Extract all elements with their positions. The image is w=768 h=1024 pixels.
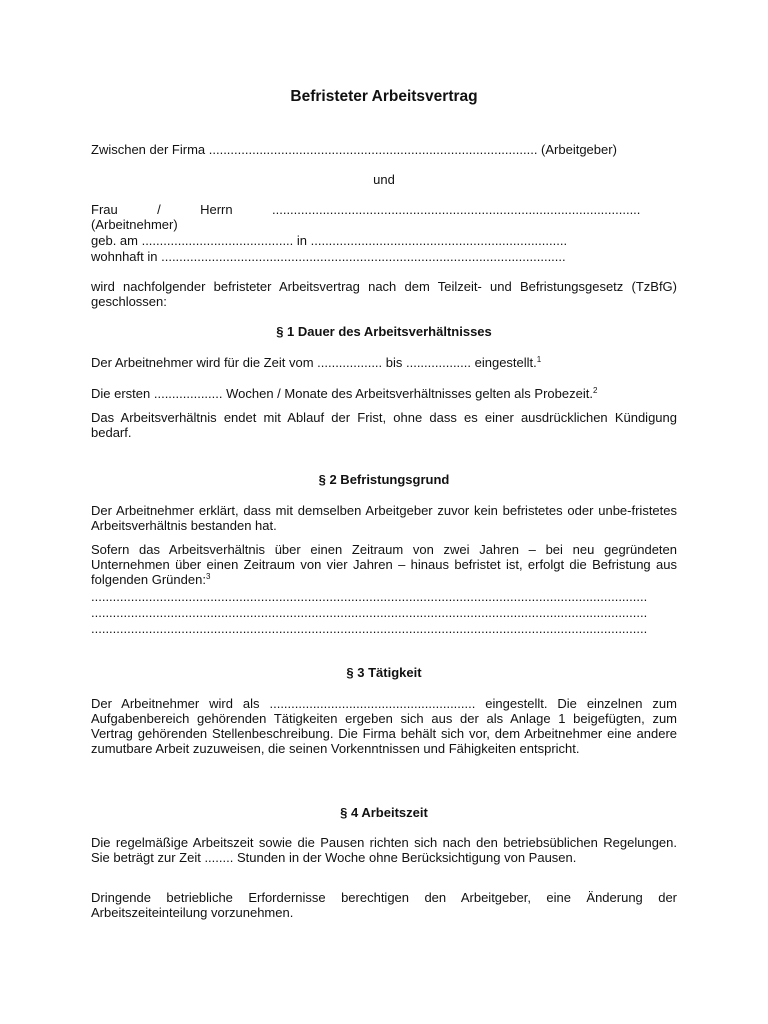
herrn-label: Herrn: [200, 202, 233, 217]
section-4-changes: Dringende betriebliche Erfordernisse berechtigen den Arbeitgeber, eine Änderung der Arbeitszeiteinteilung vorzunehmen.: [91, 890, 677, 920]
section-3-activity: Der Arbeitnehmer wird als ......................................................... eingestellt. Die einzelnen zum Aufgabenbereich gehörenden Tätigkeiten ergeben sich aus der als Anlage 1 beigefügten, zum Vertrag gehörenden Stellenbeschreibung. Die Firma behält sich vor, dem Arbeitnehmer eine andere zumutbare Arbeit zuzuweisen, die seinen Vorkenntnissen und Fähigkeiten entspricht.: [91, 696, 677, 756]
section-3-heading: § 3 Tätigkeit: [346, 665, 422, 680]
reason-blank-line-1: ..........................................................................................................................................................: [91, 589, 648, 604]
employer-line: Zwischen der Firma ........................................................................................... (Arbeitgeber): [91, 142, 617, 157]
section-2-reason: [91, 542, 677, 587]
employee-name-line: [91, 202, 677, 217]
document-title: Befristeter Arbeitsvertrag: [290, 88, 478, 105]
birth-line: geb. am .......................................... in .......................................................................: [91, 233, 568, 248]
und-line: und: [373, 172, 395, 187]
section-2-declaration: Der Arbeitnehmer erklärt, dass mit demselben Arbeitgeber zuvor kein befristetes oder unbe-fristetes Arbeitsverhältnis bestanden hat.: [91, 503, 677, 533]
frau-label: Frau: [91, 202, 118, 217]
section-4-working-time: Die regelmäßige Arbeitszeit sowie die Pausen richten sich nach den betriebsüblichen Regelungen. Sie beträgt zur Zeit ........ Stunden in der Woche ohne Berücksichtigung von Pausen.: [91, 835, 677, 865]
employee-name-blank: ......................................................................................................: [272, 202, 641, 217]
reason-blank-line-3: ..........................................................................................................................................................: [91, 621, 648, 636]
section-2-heading: § 2 Befristungsgrund: [318, 472, 450, 487]
duration-text: Der Arbeitnehmer wird für die Zeit vom .................. bis .................. eingestellt.: [91, 355, 537, 370]
reason-text: Sofern das Arbeitsverhältnis über einen Zeitraum von zwei Jahren – bei neu gegründeten Unternehmen über einen Zeitraum von vier Jahren – hinaus befristet ist, erfolgt die Befristung aus folgenden Gründen:: [91, 542, 677, 587]
section-1-probation: [91, 386, 677, 401]
section-4-heading: § 4 Arbeitszeit: [340, 805, 428, 820]
probation-text: Die ersten ................... Wochen / Monate des Arbeitsverhältnisses gelten als Probezeit.: [91, 386, 593, 401]
slash-separator: /: [157, 202, 161, 217]
reason-blank-line-2: ..........................................................................................................................................................: [91, 605, 648, 620]
section-1-heading: § 1 Dauer des Arbeitsverhältnisses: [276, 324, 492, 339]
intro-paragraph: wird nachfolgender befristeter Arbeitsvertrag nach dem Teilzeit- und Befristungsgesetz (TzBfG) geschlossen:: [91, 279, 677, 309]
employee-label: (Arbeitnehmer): [91, 217, 178, 232]
section-1-termination: Das Arbeitsverhältnis endet mit Ablauf der Frist, ohne dass es einer ausdrücklichen Kündigung bedarf.: [91, 410, 677, 440]
footnote-ref-3: 3: [205, 572, 211, 581]
address-line: wohnhaft in ................................................................................................................: [91, 249, 566, 264]
section-1-duration: [91, 355, 677, 370]
footnote-ref-1: 1: [536, 355, 542, 364]
footnote-ref-2: 2: [592, 386, 598, 395]
